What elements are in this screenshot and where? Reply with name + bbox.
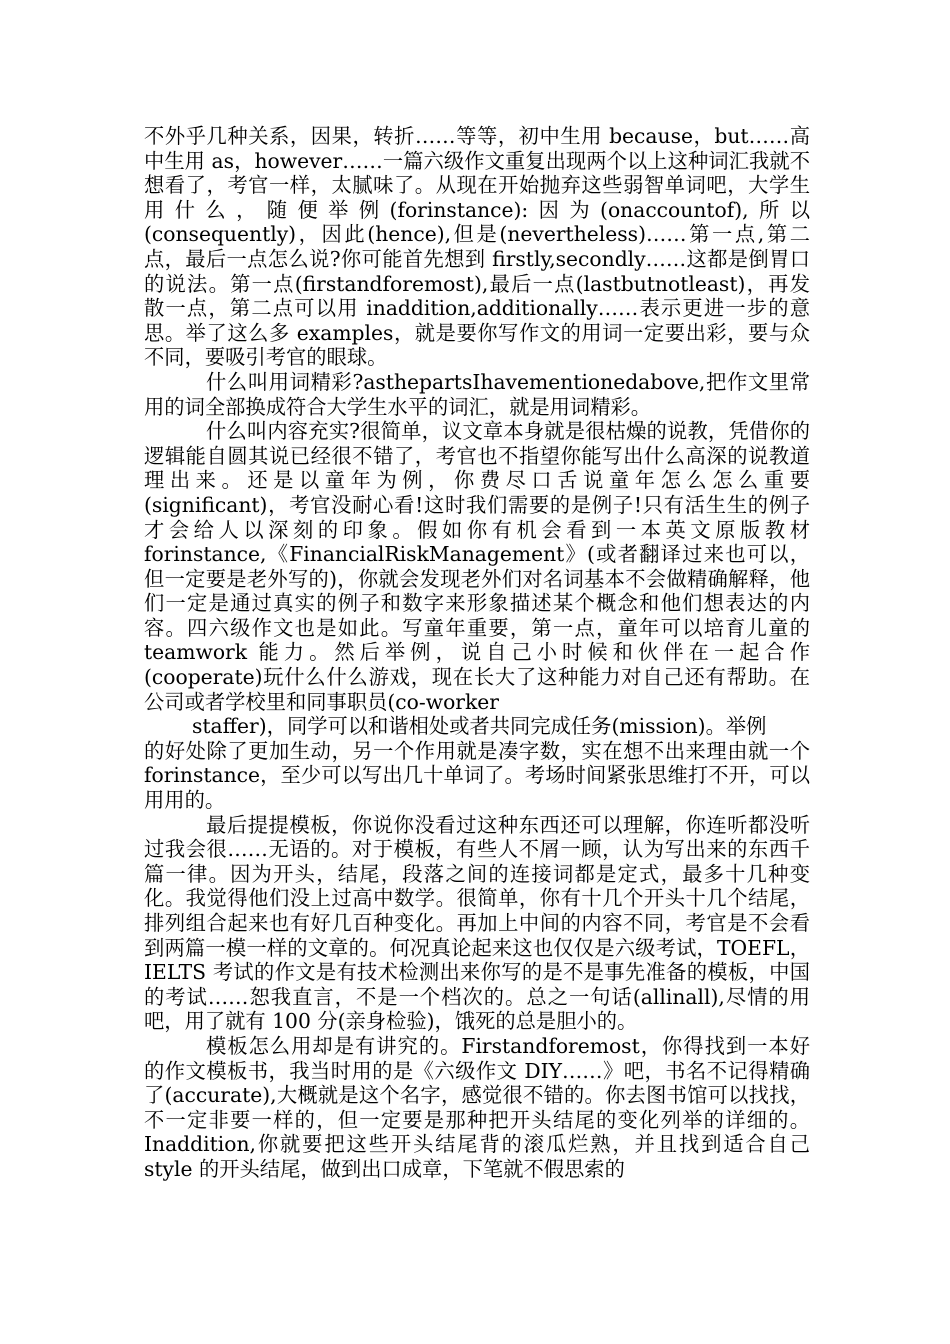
paragraph-5: 的好处除了更加生动，另一个作用就是凑字数，实在想不出来理由就一个 forinstance，至少可以写出几十单词了。考场时间紧张思维打不开，可以用用的。 (144, 738, 810, 813)
paragraph-4: staffer)，同学可以和谐相处或者共同完成任务(mission)。举例 (192, 714, 767, 739)
paragraph-2: 什么叫用词精彩?asthepartsIhavementionedabove,把作文里常用的词全部换成符合大学生水平的词汇，就是用词精彩。 (144, 369, 810, 419)
document-body (144, 124, 810, 1182)
paragraph-6: 最后提提模板，你说你没看过这种东西还可以理解，你连听都没听过我会很……无语的。对于模板，有些人不屑一顾，认为写出来的东西千篇一律。因为开头，结尾，段落之间的连接词都是定式，最多十几种变化。我觉得他们没上过高中数学。很简单，你有十几个开头十几个结尾，排列组合起来也有好几百种变化。再加上中间的内容不同，考官是不会看到两篇一模一样的文章的。何况真论起来这也仅仅是六级考试，TOEFL，IELTS 考试的作文是有技术检测出来你写的是不是事先准备的模板，中国的考试……恕我直言，不是一个档次的。总之一句话(allinall),尽情的用吧，用了就有 100 分(亲身检验)，饿死的总是胆小的。 (144, 812, 810, 1034)
paragraph-7: 模板怎么用却是有讲究的。Firstandforemost，你得找到一本好的作文模板书，我当时用的是《六级作文 DIY……》吧，书名不记得精确了(accurate),大概就是这个名字，感觉很不错的。你去图书馆可以找找，不一定非要一样的，但一定要是那种把开头结尾的变化列举的详细的。Inaddition,你就要把这些开头结尾背的滚瓜烂熟，并且找到适合自己 style 的开头结尾，做到出口成章，下笔就不假思索的 (144, 1033, 810, 1181)
paragraph-3: 什么叫内容充实?很简单，议文章本身就是很枯燥的说教，凭借你的逻辑能自圆其说已经很不错了，考官也不指望你能写出什么高深的说教道理出来。还是以童年为例，你费尽口舌说童年怎么怎么重要(significant)，考官没耐心看!这时我们需要的是例子!只有活生生的例子才会给人以深刻的印象。假如你有机会看到一本英文原版教材 forinstance,《FinancialRiskManagement》(或者翻译过来也可以，但一定要是老外写的)，你就会发现老外们对名词基本不会做精确解释，他们一定是通过真实的例子和数字来形象描述某个概念和他们想表达的内容。四六级作文也是如此。写童年重要，第一点，童年可以培育儿童的 teamwork 能力。然后举例，说自己小时候和伙伴在一起合作(cooperate)玩什么什么游戏，现在长大了这种能力对自己还有帮助。在公司或者学校里和同事职员(co-worker (144, 419, 810, 714)
paragraph-1: 不外乎几种关系，因果，转折……等等，初中生用 because，but……高中生用 as，however……一篇六级作文重复出现两个以上这种词汇我就不想看了，考官一样，太腻味了。从现在开始抛弃这些弱智单词吧，大学生用什么，随便举例(forinstance):因为(onaccountof),所以(consequently)，因此(hence),但是(nevertheless)……第一点,第二点，最后一点怎么说?你可能首先想到 firstly,secondly……这都是倒胃口的说法。第一点(firstandforemost),最后一点(lastbutnotleast)，再发散一点，第二点可以用 inaddition,additionally……表示更进一步的意思。举了这么多 examples，就是要你写作文的用词一定要出彩，要与众不同，要吸引考官的眼球。 (144, 124, 810, 370)
